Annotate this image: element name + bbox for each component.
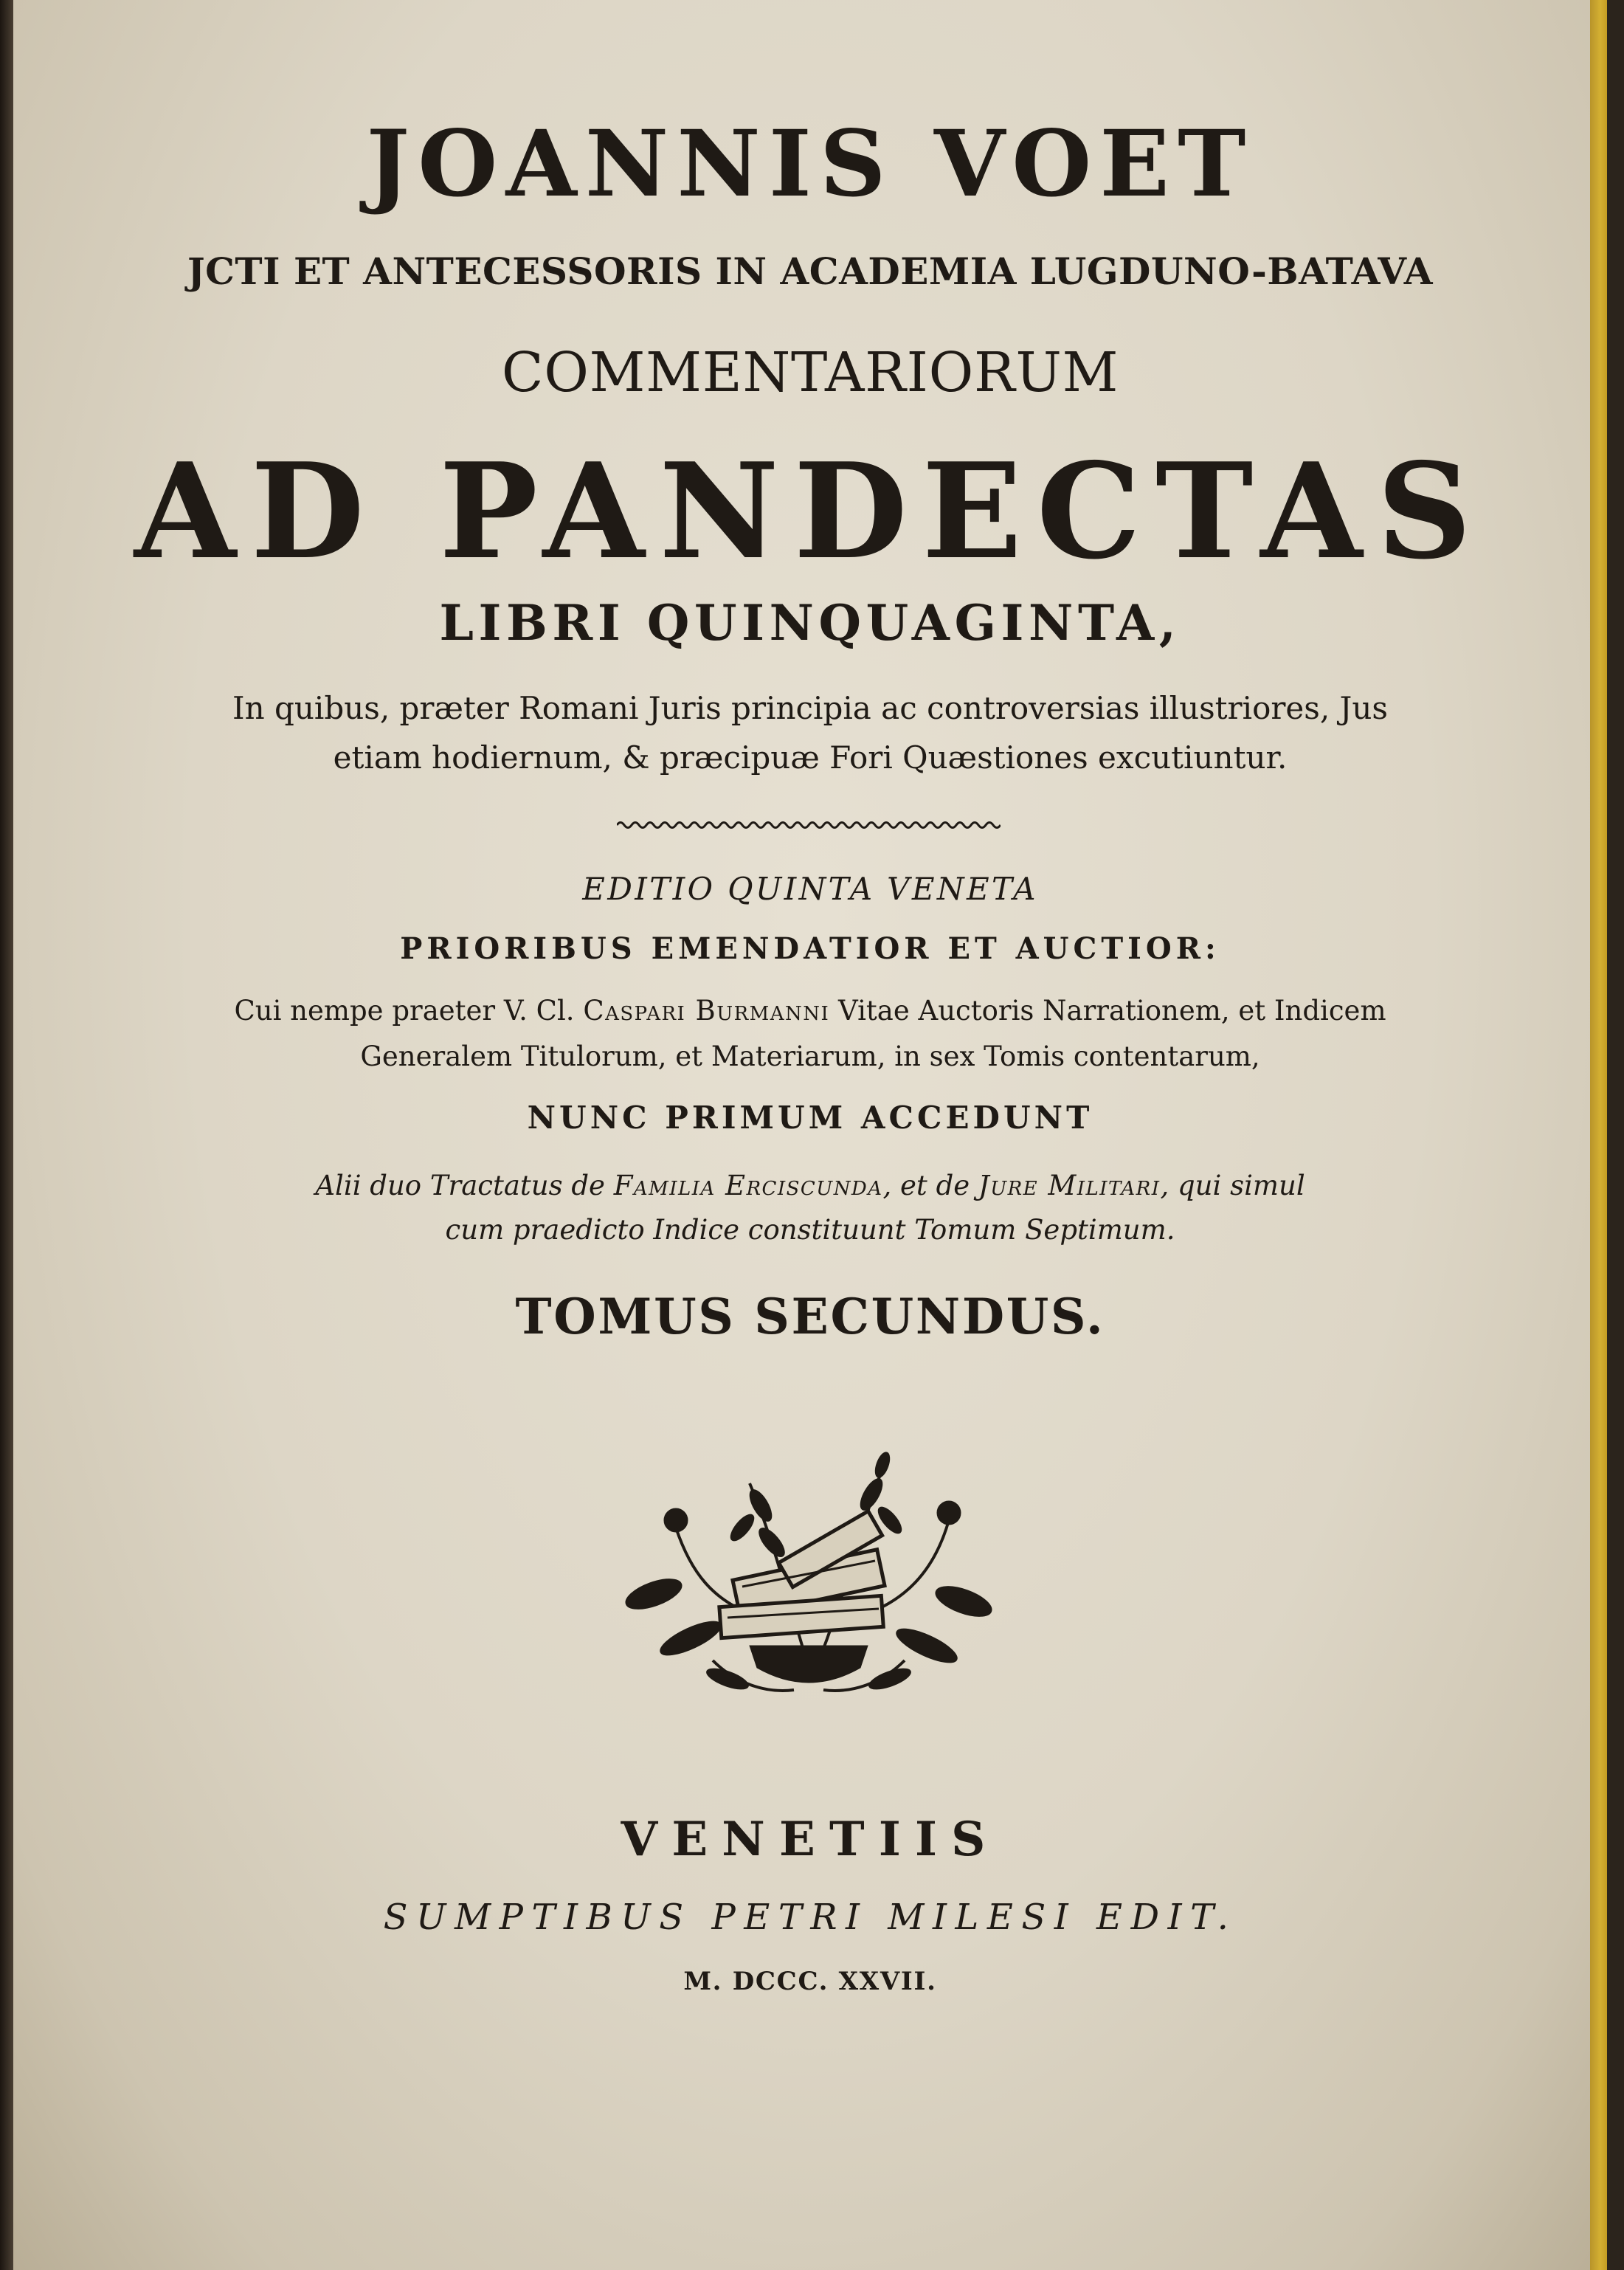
burmann-name: Caspari Burmanni <box>583 995 830 1027</box>
contents-line1-end: Vitae Auctoris Narrationem, et Indicem <box>829 995 1386 1027</box>
author-name: JOANNIS VOET <box>366 111 1254 218</box>
wavy-rule-ornament <box>617 819 1001 831</box>
additions-line2: cum praedicto Indice constituunt Tomum Septimum. <box>445 1214 1175 1246</box>
accedunt-heading: NUNC PRIMUM ACCEDUNT <box>527 1100 1093 1136</box>
familia-erciscunda: Familia Erciscunda <box>613 1170 883 1201</box>
title-page <box>13 0 1607 2270</box>
additions-line1 <box>13 1170 1607 1201</box>
imprint-year: M. DCCC. XXVII. <box>683 1967 937 1996</box>
page-edge-gilt <box>1590 0 1607 2270</box>
description-line1: In quibus, præter Romani Juris principia ac controversias illustriores, Jus <box>232 690 1388 726</box>
work-title-line1: COMMENTARIORUM <box>501 341 1119 404</box>
work-title-main: AD PANDECTAS <box>134 434 1487 588</box>
contents-line1-start: Cui nempe praeter V. Cl. <box>234 995 584 1027</box>
volume-title: TOMUS SECUNDUS. <box>515 1288 1105 1345</box>
imprint-place: VENETIIS <box>621 1812 1000 1867</box>
edition-line: EDITIO QUINTA VENETA <box>582 871 1038 907</box>
imprint-publisher: SUMPTIBUS PETRI MILESI EDIT. <box>383 1897 1237 1938</box>
contents-line1 <box>13 995 1607 1027</box>
jure-militari: Jure Militari <box>978 1170 1161 1201</box>
additions-line1-start: Alii duo Tractatus de <box>315 1170 614 1201</box>
books-laurel-vignette-icon <box>624 1424 993 1719</box>
description-line2: etiam hodiernum, & præcipuæ Fori Quæstiones excutiuntur. <box>333 739 1288 776</box>
edition-note: PRIORIBUS EMENDATIOR ET AUCTIOR: <box>400 931 1220 966</box>
additions-line1-end: , qui simul <box>1160 1170 1305 1201</box>
additions-line1-mid: , et de <box>882 1170 978 1201</box>
contents-line2: Generalem Titulorum, et Materiarum, in sex Tomis contentarum, <box>360 1041 1260 1072</box>
page-gutter-shadow <box>0 0 13 2270</box>
work-title-line3: LIBRI QUINQUAGINTA, <box>439 594 1181 652</box>
author-subtitle: JCTI ET ANTECESSORIS IN ACADEMIA LUGDUNO-BATAVA <box>187 249 1433 293</box>
